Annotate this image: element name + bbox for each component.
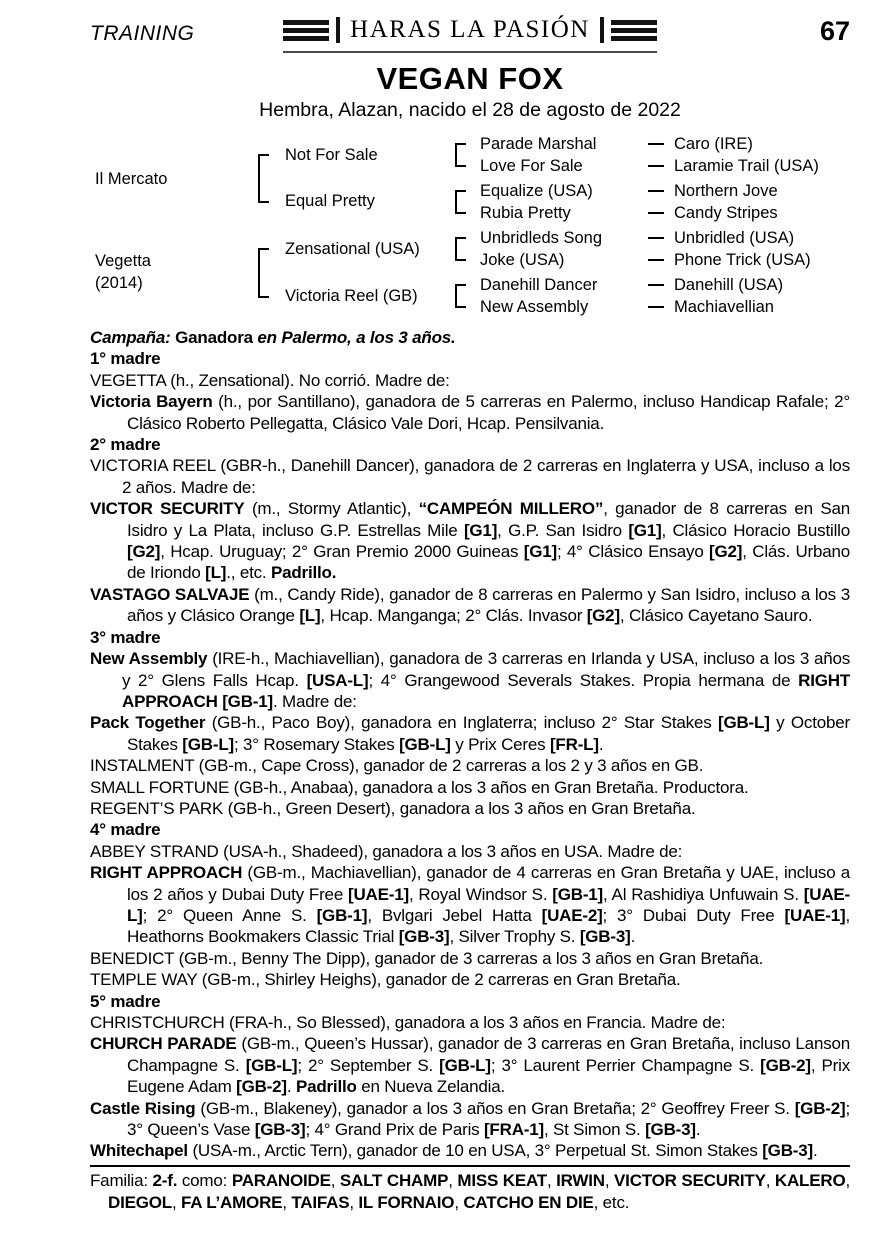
page-number: 67 (819, 16, 850, 46)
pedigree-gen3-name: Rubia Pretty (480, 204, 571, 222)
bracket-icon (455, 143, 466, 167)
family-line: Familia: 2-f. como: PARANOIDE, SALT CHAMP, MISS KEAT, IRWIN, VICTOR SECURITY, KALERO, DIEGOL, FA L’AMORE, TAIFAS, IL FORNAIO, CATCHO EN DIE, etc. (90, 1170, 851, 1212)
bracket-icon (258, 248, 269, 298)
pedigree-gen4-name: Unbridled (USA) (674, 229, 795, 247)
pedigree-gen3-name: Parade Marshal (480, 135, 597, 153)
bracket-icon (455, 190, 466, 214)
logo-bars-right-icon (611, 20, 657, 41)
horse-name-title: VEGAN FOX (376, 61, 564, 96)
pedigree-gen4-name: Machiavellian (674, 298, 774, 316)
dam-entry: VICTORIA REEL (GBR-h., Danehill Dancer), ganadora de 2 carreras en Inglaterra y USA, incluso a los 2 años. Madre de: (90, 456, 850, 497)
logo-divider-left-icon (336, 17, 340, 43)
progeny-entry: VASTAGO SALVAJE (m., Candy Ride), ganador de 8 carreras en Palermo y San Isidro, incluso a los 3 años y Clásico Orange [L], Hcap. Manganga; 2° Clás. Invasor [G2], Clásico Cayetano Sauro. (90, 584, 850, 626)
pedigree-gen4-name: Laramie Trail (USA) (674, 157, 819, 175)
progeny-entry: INSTALMENT (GB-m., Cape Cross), ganador de 2 carreras a los 2 y 3 años en GB. (90, 756, 704, 776)
pedigree-gen4-name: Caro (IRE) (674, 135, 753, 153)
logo-underline (283, 51, 657, 54)
progeny-entry: Pack Together (GB-h., Paco Boy), ganadora en Inglaterra; incluso 2° Star Stakes [GB-L] y October Stakes [GB-L]; 3° Rosemary Stakes [GB-L] y Prix Ceres [FR-L]. (90, 713, 850, 754)
dam-entry: CHRISTCHURCH (FRA-h., So Blessed), ganadora a los 3 años en Francia. Madre de: (90, 1013, 726, 1032)
pedigree-gen2-name: Not For Sale (285, 146, 378, 164)
campaign-summary: Campaña: Ganadora en Palermo, a los 3 años. (90, 328, 456, 347)
pedigree-gen4-name: Danehill (USA) (674, 276, 784, 294)
horse-description: Hembra, Alazan, nacido el 28 de agosto de 2022 (259, 99, 681, 121)
dam-entry: VEGETTA (h., Zensational). No corrió. Madre de: (90, 370, 450, 390)
dash-icon (648, 237, 664, 239)
pedigree-dam: Vegetta (95, 252, 151, 270)
section-heading-4th-dam: 4° madre (90, 820, 161, 840)
logo-divider-right-icon (600, 17, 604, 43)
pedigree-sire: Il Mercato (95, 170, 168, 188)
brand-name: HARAS LA PASIÓN (350, 16, 590, 43)
section-heading-5th-dam: 5° madre (90, 991, 161, 1011)
progeny-entry: Castle Rising (GB-m., Blakeney), ganador a los 3 años en Gran Bretaña; 2° Geoffrey Freer S. [GB-2]; 3° Queen’s Vase [GB-3]; 4° Grand Prix de Paris [FRA-1], St Simon S. [GB-3]. (90, 1098, 850, 1140)
bracket-icon (455, 284, 466, 308)
dash-icon (648, 306, 664, 308)
dam-entry: New Assembly (IRE-h., Machiavellian), ganadora de 3 carreras en Irlanda y USA, incluso a los 3 años y 2° Glens Falls Hcap. [USA-L]; 4° Grangewood Severals Stakes. Propia hermana de RIGHT APPROACH [GB-1]. Madre de: (90, 649, 851, 711)
pedigree-gen4-name: Phone Trick (USA) (674, 251, 811, 269)
pedigree-gen2-name: Victoria Reel (GB) (285, 287, 418, 305)
section-heading-1st-dam: 1° madre (90, 349, 161, 369)
pedigree-gen4-name: Northern Jove (674, 182, 778, 200)
progeny-entry: BENEDICT (GB-m., Benny The Dipp), ganador de 3 carreras a los 3 años en Gran Bretaña. (90, 948, 764, 968)
bracket-icon (258, 154, 269, 203)
section-heading-2nd-dam: 2° madre (90, 435, 161, 455)
pedigree-gen3-name: Equalize (USA) (480, 182, 593, 200)
dash-icon (648, 143, 664, 145)
pedigree-gen3-name: New Assembly (480, 298, 589, 316)
dash-icon (648, 284, 664, 286)
bracket-icon (455, 237, 466, 261)
pedigree-gen3-name: Unbridleds Song (480, 229, 602, 247)
progeny-entry: Whitechapel (USA-m., Arctic Tern), ganador de 10 en USA, 3° Perpetual St. Simon Stakes [GB-3]. (90, 1141, 818, 1161)
dash-icon (648, 259, 664, 261)
progeny-entry: TEMPLE WAY (GB-m., Shirley Heighs), ganador de 2 carreras en Gran Bretaña. (90, 970, 681, 990)
progeny-entry: RIGHT APPROACH (GB-m., Machiavellian), ganador de 4 carreras en Gran Bretaña y UAE, incluso a los 2 años y Dubai Duty Free [UAE-1], Royal Windsor S. [GB-1], Al Rashidiya Unfuwain S. [UAE-L]; 2° Queen Anne S. [GB-1], Bvlgari Jebel Hatta [UAE-2]; 3° Dubai Duty Free [UAE-1], Heathorns Bookmakers Classic Trial [GB-3], Silver Trophy S. [GB-3]. (90, 863, 850, 947)
family-footer (90, 1165, 850, 1214)
progeny-entry: CHURCH PARADE (GB-m., Queen’s Hussar), ganador de 3 carreras en Gran Bretaña, incluso Lanson Champagne S. [GB-L]; 2° September S. [GB-L]; 3° Laurent Perrier Champagne S. [GB-2], Prix Eugene Adam [GB-2]. Padrillo en Nueva Zelandia. (90, 1034, 851, 1097)
pedigree-gen3-name: Joke (USA) (480, 251, 565, 269)
pedigree-dam-year: (2014) (95, 274, 143, 292)
section-label: TRAINING (90, 22, 195, 45)
progeny-entry: SMALL FORTUNE (GB-h., Anabaa), ganadora a los 3 años en Gran Bretaña. Productora. (90, 777, 749, 797)
pedigree-gen2-name: Equal Pretty (285, 192, 375, 210)
progeny-entry: REGENT’S PARK (GB-h., Green Desert), ganadora a los 3 años en Gran Bretaña. (90, 798, 696, 818)
pedigree-gen3-name: Love For Sale (480, 157, 583, 175)
brand-logo (283, 14, 657, 53)
pedigree-gen2-name: Zensational (USA) (285, 240, 420, 258)
dam-entry: ABBEY STRAND (USA-h., Shadeed), ganadora a los 3 años en USA. Madre de: (90, 841, 683, 861)
page-header (90, 14, 850, 53)
logo-bars-left-icon (283, 20, 329, 41)
pedigree-notes (90, 327, 850, 1162)
dash-icon (648, 190, 664, 192)
pedigree-gen3-name: Danehill Dancer (480, 276, 598, 294)
pedigree-chart (90, 132, 850, 324)
progeny-entry: VICTOR SECURITY (m., Stormy Atlantic), “CAMPEÓN MILLERO”, ganador de 8 carreras en San Isidro y La Plata, incluso G.P. Estrellas Mile [G1], G.P. San Isidro [G1], Clásico Horacio Bustillo [G2], Hcap. Uruguay; 2° Gran Premio 2000 Guineas [G1]; 4° Clásico Ensayo [G2], Clás. Urbano de Iriondo [L]., etc. Padrillo. (90, 499, 851, 583)
pedigree-gen4-name: Candy Stripes (674, 204, 778, 222)
progeny-entry: Victoria Bayern (h., por Santillano), ganadora de 5 carreras en Palermo, incluso Handicap Rafale; 2° Clásico Roberto Pellegatta, Clásico Vale Dori, Hcap. Pensilvania. (90, 392, 850, 433)
dash-icon (648, 212, 664, 214)
dash-icon (648, 165, 664, 167)
section-heading-3rd-dam: 3° madre (90, 627, 161, 647)
